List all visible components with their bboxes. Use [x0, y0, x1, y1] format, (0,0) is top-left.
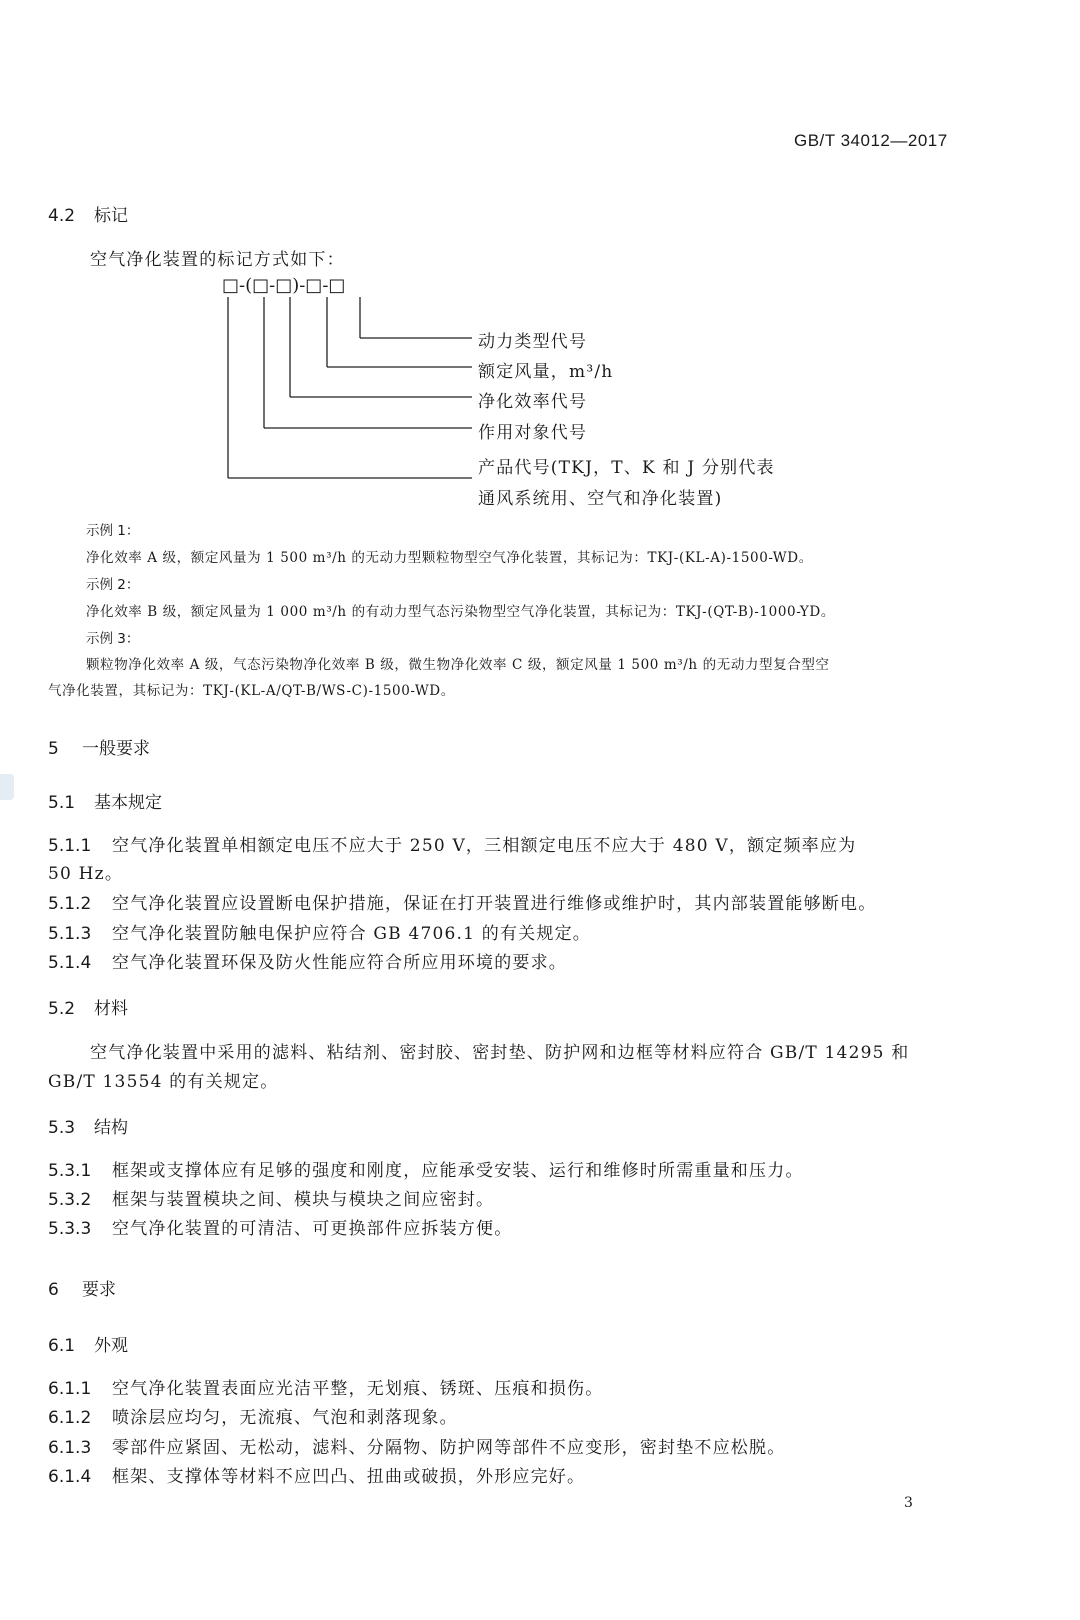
clause-number: 6.1.4 — [48, 1467, 92, 1487]
example-1-text: 净化效率 A 级，额定风量为 1 500 m³/h 的无动力型颗粒物型空气净化装置，其标记为：TKJ-(KL-A)-1500-WD。 — [86, 550, 813, 566]
label-target-object-code: 作用对象代号 — [478, 423, 588, 443]
clause-number: 5.3.2 — [48, 1190, 92, 1210]
clause-6-1-1 — [48, 1374, 603, 1399]
section-5-1-heading — [48, 788, 162, 813]
section-5-3-heading — [48, 1113, 128, 1138]
clause-number: 5.3.3 — [48, 1219, 92, 1239]
label-rated-airflow: 额定风量，m³/h — [478, 362, 614, 382]
clause-5-1-2 — [48, 889, 876, 914]
clause-text: 喷涂层应均匀，无流痕、气泡和剥落现象。 — [112, 1408, 458, 1428]
clause-text: 框架与装置模块之间、模块与模块之间应密封。 — [112, 1190, 495, 1210]
section-title: 结构 — [94, 1118, 128, 1138]
materials-paragraph-line1: 空气净化装置中采用的滤料、粘结剂、密封胶、密封垫、防护网和边框等材料应符合 GB/T 14295 和 — [90, 1043, 910, 1063]
label-product-code-line2: 通风系统用、空气和净化装置) — [478, 489, 723, 509]
section-6-1-heading — [48, 1331, 128, 1356]
example-3-text-line1: 颗粒物净化效率 A 级，气态污染物净化效率 B 级，微生物净化效率 C 级，额定风量 1 500 m³/h 的无动力型复合型空 — [86, 657, 830, 673]
clause-5-1-1-cont: 50 Hz。 — [48, 864, 124, 884]
section-title: 标记 — [94, 206, 128, 226]
section-number: 5.2 — [48, 999, 76, 1019]
section-number: 5.3 — [48, 1118, 76, 1138]
edge-watermark-tab — [0, 774, 14, 800]
clause-6-1-2 — [48, 1403, 458, 1428]
section-number: 6 — [48, 1280, 59, 1300]
example-3-label: 示例 3： — [86, 631, 140, 647]
section-6-heading — [48, 1275, 116, 1300]
clause-number: 5.1.2 — [48, 894, 92, 914]
clause-5-1-3 — [48, 919, 591, 944]
clause-text: 零部件应紧固、无松动，滤料、分隔物、防护网等部件不应变形，密封垫不应松脱。 — [112, 1438, 786, 1458]
clause-6-1-4 — [48, 1462, 585, 1487]
clause-text: 空气净化装置环保及防火性能应符合所应用环境的要求。 — [112, 953, 567, 973]
page-number: 3 — [904, 1495, 913, 1511]
section-number: 5 — [48, 739, 59, 759]
clause-text: 框架、支撑体等材料不应凹凸、扭曲或破损，外形应完好。 — [112, 1467, 586, 1487]
standard-number: GB/T 34012—2017 — [794, 131, 948, 150]
clause-number: 6.1.1 — [48, 1379, 92, 1399]
example-1-label: 示例 1： — [86, 523, 140, 539]
clause-number: 6.1.3 — [48, 1438, 92, 1458]
clause-6-1-3 — [48, 1433, 785, 1458]
clause-5-1-4 — [48, 948, 567, 973]
marking-code-template: □-(□-□)-□-□ — [222, 275, 346, 296]
clause-number: 5.1.3 — [48, 924, 92, 944]
clause-text: 空气净化装置的可清洁、可更换部件应拆装方便。 — [112, 1219, 513, 1239]
clause-number: 5.1.1 — [48, 836, 92, 856]
label-power-type-code: 动力类型代号 — [478, 332, 588, 352]
section-5-2-heading — [48, 994, 128, 1019]
clause-5-3-1 — [48, 1156, 804, 1181]
clause-text: 空气净化装置表面应光洁平整，无划痕、锈斑、压痕和损伤。 — [112, 1379, 604, 1399]
section-number: 6.1 — [48, 1336, 76, 1356]
example-3-text-line2: 气净化装置，其标记为：TKJ-(KL-A/QT-B/WS-C)-1500-WD。 — [48, 683, 455, 699]
clause-text: 框架或支撑体应有足够的强度和刚度，应能承受安装、运行和维修时所需重量和压力。 — [112, 1161, 804, 1181]
clause-number: 6.1.2 — [48, 1408, 92, 1428]
section-number: 5.1 — [48, 793, 76, 813]
section-title: 材料 — [94, 999, 128, 1019]
clause-5-3-2 — [48, 1185, 494, 1210]
clause-text: 空气净化装置应设置断电保护措施，保证在打开装置进行维修或维护时，其内部装置能够断电。 — [112, 894, 877, 914]
materials-paragraph-line2: GB/T 13554 的有关规定。 — [48, 1072, 279, 1092]
marking-intro: 空气净化装置的标记方式如下： — [90, 250, 345, 270]
section-title: 基本规定 — [94, 793, 162, 813]
section-title: 一般要求 — [82, 739, 150, 759]
clause-number: 5.3.1 — [48, 1161, 92, 1181]
example-2-label: 示例 2： — [86, 577, 140, 593]
section-number: 4.2 — [48, 206, 76, 226]
clause-text: 空气净化装置单相额定电压不应大于 250 V，三相额定电压不应大于 480 V，额定频率应为 — [112, 836, 857, 856]
clause-number: 5.1.4 — [48, 953, 92, 973]
example-2-text: 净化效率 B 级，额定风量为 1 000 m³/h 的有动力型气态污染物型空气净化装置，其标记为：TKJ-(QT-B)-1000-YD。 — [86, 604, 835, 620]
section-5-heading — [48, 734, 150, 759]
clause-5-1-1 — [48, 831, 856, 856]
clause-text: 空气净化装置防触电保护应符合 GB 4706.1 的有关规定。 — [112, 924, 591, 944]
section-title: 外观 — [94, 1336, 128, 1356]
label-product-code-line1: 产品代号(TKJ，T、K 和 J 分别代表 — [478, 458, 775, 478]
clause-5-3-3 — [48, 1214, 512, 1239]
section-title: 要求 — [82, 1280, 116, 1300]
label-efficiency-code: 净化效率代号 — [478, 392, 588, 412]
